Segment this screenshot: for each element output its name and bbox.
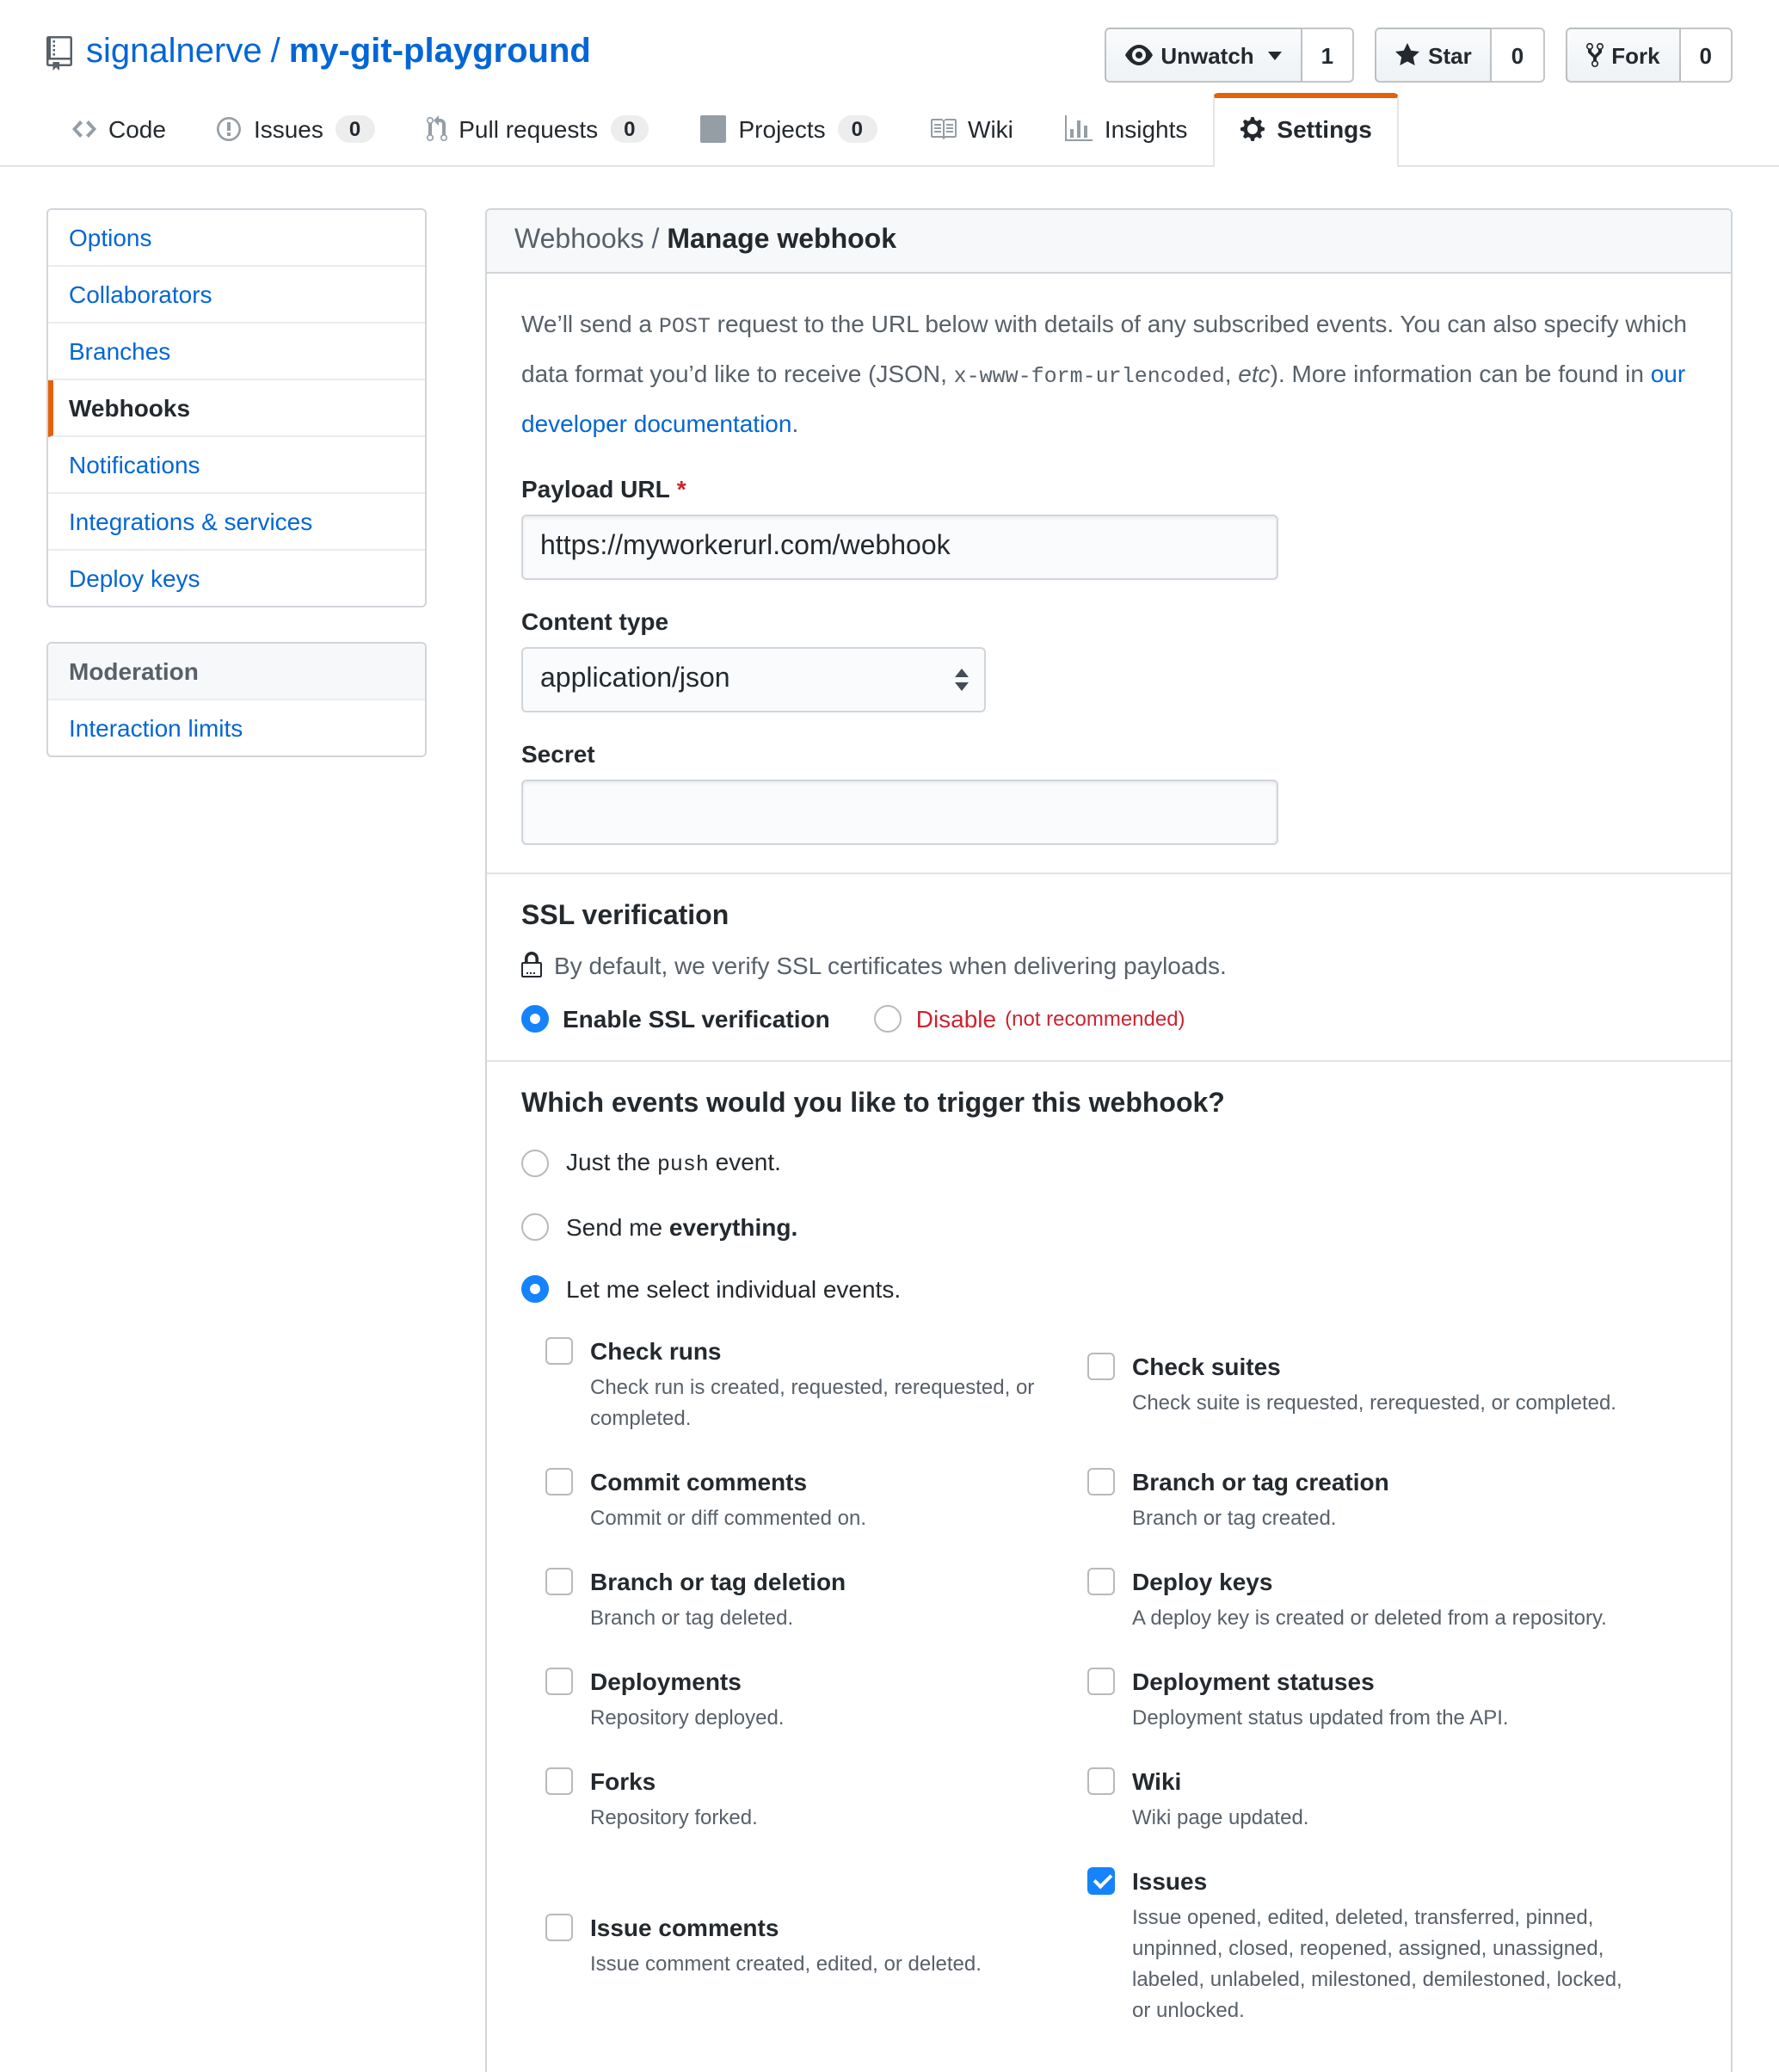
tab-pull-requests-label: Pull requests [459,115,599,143]
fork-icon [1585,41,1603,69]
issues-desc: Issue opened, edited, deleted, transferred, pinned, unpinned, closed, reopened, assigned, unassigned, labeled, unlabeled, milestoned, demilestoned, locked, or unlocked. [1132,1905,1622,2022]
intro-etc: etc [1238,360,1271,387]
repo-title-separator: / [270,33,280,71]
check-suites-checkbox[interactable] [1087,1353,1115,1380]
tab-settings-label: Settings [1277,115,1372,143]
everything-label-pre: Send me [566,1213,669,1241]
webhook-panel [485,208,1733,2072]
push-event-code: push [656,1153,709,1177]
check-runs-desc: Check run is created, requested, rerequested, or completed. [590,1375,1035,1430]
developer-documentation-link[interactable]: our developer documentation [521,360,1686,437]
deploy-keys-desc: A deploy key is created or deleted from a repository. [1132,1606,1607,1630]
issue-opened-icon [218,115,242,143]
individual-events-label[interactable] [566,1272,901,1306]
webhook-form-body [487,274,1731,873]
event-cell-deploy-keys [1087,1564,1696,1633]
required-asterisk: * [676,475,686,503]
book-icon [928,115,956,143]
payload-url-label [521,475,1696,503]
push-event-label-post: event. [708,1148,781,1175]
disable-ssl-group [875,1005,1185,1033]
issues-checkbox[interactable] [1087,1867,1115,1895]
secret-group [521,740,1696,845]
events-row [545,1564,1696,1633]
events-row [545,1864,1696,2026]
events-row [545,1334,1696,1434]
content-type-selected-value: application/json [540,664,730,694]
check-suites-desc: Check suite is requested, rerequested, or completed. [1132,1391,1616,1415]
issue-comments-title[interactable]: Issue comments [590,1914,779,1941]
watch-count[interactable]: 1 [1302,28,1354,83]
disable-ssl-radio[interactable] [875,1005,902,1033]
commit-comments-title[interactable]: Commit comments [590,1468,808,1495]
sidebar-item-branches[interactable]: Branches [48,324,425,380]
secret-label: Secret [521,740,595,768]
branch-creation-desc: Branch or tag created. [1132,1506,1337,1530]
unwatch-label: Unwatch [1160,42,1254,68]
branch-deletion-checkbox[interactable] [545,1568,573,1595]
wiki-desc: Wiki page updated. [1132,1805,1309,1829]
everything-radio[interactable] [521,1213,549,1241]
project-icon [701,115,727,143]
deployments-title[interactable]: Deployments [590,1668,742,1695]
check-runs-checkbox[interactable] [545,1337,573,1365]
intro-text-3: , [1224,360,1239,387]
intro-urlencoded-code: x-www-form-urlencoded [953,365,1225,389]
repo-title [46,33,591,72]
event-cell-check-runs [545,1334,1087,1434]
events-row [545,1465,1696,1533]
commit-comments-checkbox[interactable] [545,1468,573,1495]
event-cell-commit-comments [545,1465,1087,1533]
disable-ssl-note: (not recommended) [1005,1007,1185,1031]
star-icon [1395,41,1419,69]
moderation-header: Moderation [48,644,425,700]
projects-count-badge: 0 [838,115,877,143]
forks-desc: Repository forked. [590,1805,758,1829]
sidebar-item-options[interactable]: Options [48,210,425,267]
breadcrumb-separator: / [643,225,668,255]
eye-icon [1124,41,1152,69]
breadcrumb-webhooks-link[interactable]: Webhooks [514,225,644,255]
issues-count-badge: 0 [335,115,374,143]
tab-issues[interactable] [192,93,400,165]
select-stepper-icon [955,669,969,691]
event-cell-wiki [1087,1764,1696,1833]
ssl-verification-section [487,873,1731,1060]
event-option-push [521,1144,1696,1182]
code-icon [72,115,96,143]
repo-name-link[interactable]: my-git-playground [288,33,591,71]
event-cell-forks [545,1764,1087,1833]
moderation-menu [46,642,427,757]
events-grid [545,1334,1696,2026]
content-type-select[interactable] [521,647,986,712]
issue-comments-desc: Issue comment created, edited, or deleted. [590,1952,982,1976]
enable-ssl-label[interactable]: Enable SSL verification [563,1005,830,1033]
deployments-checkbox[interactable] [545,1668,573,1695]
settings-sidebar [46,208,427,757]
commit-comments-desc: Commit or diff commented on. [590,1506,867,1530]
intro-text-1: We’ll send a [521,310,659,337]
event-option-individual [521,1272,1696,1306]
tab-wiki[interactable] [902,93,1039,165]
fork-label: Fork [1611,42,1660,68]
branch-deletion-title[interactable]: Branch or tag deletion [590,1568,846,1595]
branch-deletion-desc: Branch or tag deleted. [590,1606,794,1630]
unwatch-button[interactable] [1104,28,1302,83]
branch-creation-title[interactable]: Branch or tag creation [1132,1468,1389,1495]
star-button[interactable] [1375,28,1493,83]
deploy-keys-title[interactable]: Deploy keys [1132,1568,1273,1595]
event-cell-deployments [545,1664,1087,1733]
ssl-note-text: By default, we verify SSL certificates when delivering payloads. [554,952,1227,979]
push-event-label[interactable] [566,1144,781,1182]
events-row [545,1664,1696,1733]
deployment-statuses-desc: Deployment status updated from the API. [1132,1705,1509,1730]
enable-ssl-radio[interactable] [521,1005,549,1033]
events-section [487,1060,1731,2072]
sidebar-item-deploy-keys[interactable]: Deploy keys [69,564,200,592]
watch-button-group [1104,28,1354,83]
event-cell-issues [1087,1864,1696,2026]
issue-comments-checkbox[interactable] [545,1914,573,1941]
check-suites-title[interactable]: Check suites [1132,1353,1281,1380]
everything-label-bold: everything. [668,1213,798,1241]
push-event-label-pre: Just the [566,1148,657,1175]
sidebar-item-interaction-limits[interactable]: Interaction limits [69,714,243,742]
content-type-group [521,607,1696,712]
payload-url-label-text: Payload URL [521,475,670,503]
intro-text-2: request to the URL below with details of any subscribed events. You can also specify which data format you’d like to receive (JSON, [521,310,1688,387]
disable-ssl-label[interactable]: Disable [915,1005,997,1033]
settings-menu [46,208,427,607]
sidebar-item-notifications[interactable]: Notifications [48,437,425,494]
tab-issues-label: Issues [253,115,323,143]
push-event-radio[interactable] [521,1150,549,1177]
event-cell-deployment-statuses [1087,1664,1696,1733]
event-cell-branch-deletion [545,1564,1087,1633]
tab-projects[interactable] [675,93,903,165]
git-pull-request-icon [426,115,446,143]
main-content [0,208,1779,2072]
repo-owner-link[interactable]: signalnerve [86,33,262,71]
event-trigger-options [521,1144,1696,1306]
everything-label[interactable] [566,1210,797,1244]
intro-text-4: ). More information can be found in [1270,360,1651,387]
tab-insights[interactable] [1039,93,1214,165]
tab-code-label: Code [108,115,166,143]
tab-projects-label: Projects [738,115,826,143]
forks-checkbox[interactable] [545,1767,573,1795]
intro-text-5: . [791,410,799,437]
fork-button-group [1565,28,1733,83]
caret-down-icon [1268,51,1282,59]
deployment-statuses-checkbox[interactable] [1087,1668,1115,1695]
repo-actions [1104,28,1733,83]
payload-url-input[interactable] [521,515,1278,580]
intro-post-code: POST [658,315,711,339]
wiki-title[interactable]: Wiki [1132,1767,1182,1795]
star-label: Star [1428,42,1472,68]
secret-input[interactable] [521,780,1278,845]
event-cell-check-suites [1087,1349,1696,1418]
star-button-group [1375,28,1544,83]
breadcrumb [487,210,1731,274]
repo-nav [0,93,1779,167]
sidebar-item-webhooks[interactable]: Webhooks [48,380,425,437]
wiki-checkbox[interactable] [1087,1767,1115,1795]
deployments-desc: Repository deployed. [590,1705,785,1730]
tab-pull-requests[interactable] [400,93,674,165]
webhook-intro-text [521,301,1696,447]
page-head [0,0,1779,83]
lock-icon [521,952,542,979]
event-option-everything [521,1210,1696,1244]
individual-events-label-text: Let me select individual events. [566,1275,902,1303]
forks-title[interactable]: Forks [590,1767,656,1795]
event-cell-branch-creation [1087,1465,1696,1533]
tab-code[interactable] [46,93,192,165]
tab-insights-label: Insights [1104,115,1188,143]
events-row [545,1764,1696,1833]
events-heading: Which events would you like to trigger this webhook? [521,1089,1225,1119]
star-count[interactable]: 0 [1493,28,1544,83]
ssl-verification-heading: SSL verification [521,902,729,931]
individual-events-radio[interactable] [521,1275,549,1303]
ssl-radio-group [521,1005,1696,1033]
fork-count[interactable]: 0 [1681,28,1733,83]
ssl-note [521,952,1696,979]
tab-wiki-label: Wiki [968,115,1013,143]
gear-icon [1240,115,1265,143]
payload-url-group [521,475,1696,580]
sidebar-item-collaborators[interactable]: Collaborators [48,267,425,324]
graph-icon [1065,115,1093,143]
branch-creation-checkbox[interactable] [1087,1468,1115,1495]
deploy-keys-checkbox[interactable] [1087,1568,1115,1595]
deployment-statuses-title[interactable]: Deployment statuses [1132,1668,1375,1695]
event-cell-issue-comments [545,1910,1087,1979]
repo-icon [46,35,72,70]
pull-requests-count-badge: 0 [610,115,649,143]
page-title: Manage webhook [667,225,897,255]
issues-title[interactable]: Issues [1132,1867,1208,1895]
sidebar-item-integrations-services[interactable]: Integrations & services [48,494,425,551]
content-type-label: Content type [521,607,669,635]
fork-button[interactable] [1565,28,1680,83]
tab-settings[interactable] [1213,93,1399,167]
check-runs-title[interactable]: Check runs [590,1337,722,1365]
